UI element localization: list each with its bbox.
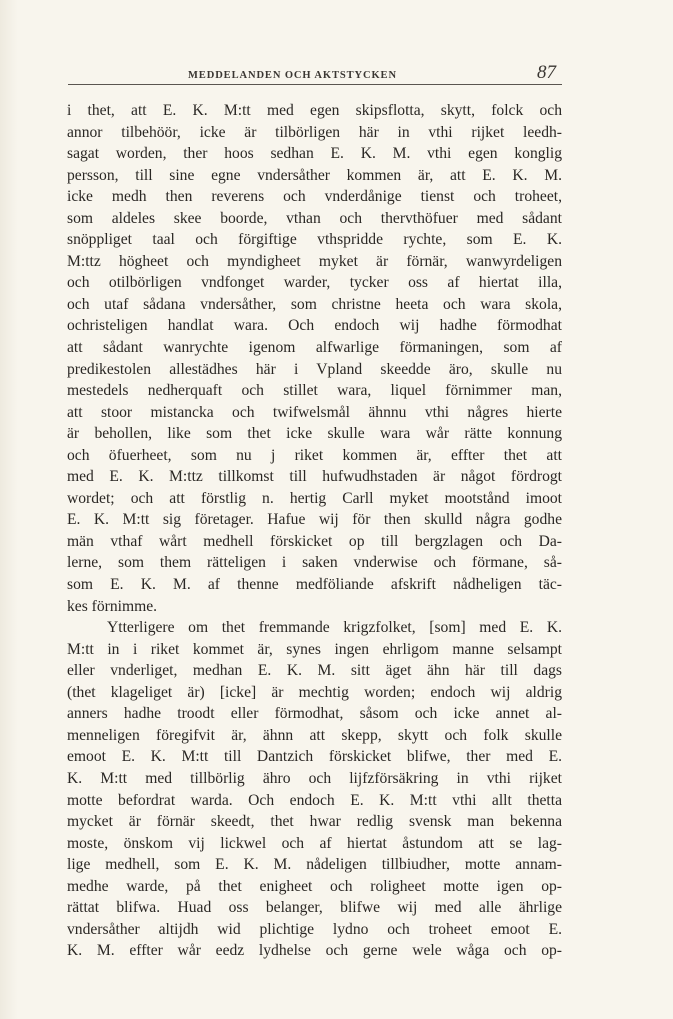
text-line: och öfuerheet, som nu j riket kommen är, effter thet att xyxy=(67,446,562,464)
text-line: eller vnderliget, medhan E. K. M. sitt äget ähn här till dags xyxy=(67,662,562,680)
text-line: medhe warde, på thet enigheet och roligheet motte igen op- xyxy=(67,877,562,895)
text-line: att sådant wanrychte igenom alfwarlige förmaningen, som af xyxy=(67,339,562,357)
text-line: anners hadhe troodt eller förmodhat, såsom och icke annet al- xyxy=(67,705,562,723)
text-line: persson, till sine egne vndersåther kommen är, att E. K. M. xyxy=(67,166,562,184)
text-line: rättat blifwa. Huad oss belanger, blifwe wij med alle ährlige xyxy=(67,899,562,917)
text-line: icke medh then reverens och vnderdånige tienst och troheet, xyxy=(67,188,562,206)
text-line: ochristeligen handlat wara. Och endoch wij hadhe förmodhat xyxy=(67,317,562,335)
text-line: som aldeles skee boorde, vthan och thervthöfuer med sådant xyxy=(67,209,562,227)
text-line: män vthaf wårt medhell förskicket op till bergzlagen och Da- xyxy=(67,532,562,550)
text-line: mycket är förnär skeedt, thet hwar redlig svensk man bekenna xyxy=(67,813,562,831)
text-line: med E. K. M:ttz tillkomst till hufwudhstaden är något fördrogt xyxy=(67,468,562,486)
text-line: moste, önskom vij lickwel och af hiertat åstundom att se lag- xyxy=(67,834,562,852)
text-line: lerne, som them rätteligen i saken vnderwise och förmane, så- xyxy=(67,554,562,572)
body-text xyxy=(67,100,562,962)
running-header xyxy=(68,62,562,88)
text-line: M:ttz högheet och myndigheet myket är förnär, wanwyrdeligen xyxy=(67,252,562,270)
text-line: M:tt in i riket kommet är, synes ingen ehrligom manne selsampt xyxy=(67,640,562,658)
text-line: Ytterligere om thet fremmande krigzfolket, [som] med E. K. xyxy=(107,619,562,637)
text-line: och utaf sådana vndersåther, som christne heeta och wara skola, xyxy=(67,295,562,313)
header-title: MEDDELANDEN OCH AKTSTYCKEN xyxy=(188,70,397,81)
text-line: som E. K. M. af thenne medföliande afskrift nådheligen täc- xyxy=(67,576,562,594)
text-line: E. K. M:tt sig företager. Hafue wij för then skulld några godhe xyxy=(67,511,562,529)
text-line: sagat worden, ther hoos sedhan E. K. M. vthi egen konglig xyxy=(67,145,562,163)
text-line: K. M. effter wår eedz lydhelse och gerne wele wåga och op- xyxy=(67,942,562,960)
page-number: 87 xyxy=(537,62,556,83)
text-line: mestedels nedherquaft och stillet wara, liquel förnimmer man, xyxy=(67,382,562,400)
text-line: lige medhell, som E. K. M. nådeligen tillbiudher, motte annam- xyxy=(67,856,562,874)
text-line: motte befordrat warda. Och endoch E. K. M:tt vthi allt thetta xyxy=(67,791,562,809)
text-line: K. M:tt med tillbörlig ähro och lijfzförsäkring in vthi rijket xyxy=(67,769,562,787)
paragraph xyxy=(67,100,562,617)
text-line: snöppliget taal och förgiftige vthspridde rychte, som E. K. xyxy=(67,231,562,249)
text-line: vndersåther altijdh wid plichtige lydno och troheet emoot E. xyxy=(67,920,562,938)
text-line: menneligen föregifvit är, ähnn att skepp, skytt och folk skulle xyxy=(67,726,562,744)
paragraph xyxy=(67,617,562,962)
text-line: wordet; och att förstlig n. hertig Carll myket mootstånd imoot xyxy=(67,489,562,507)
text-line: emoot E. K. M:tt till Dantzich förskicket blifwe, ther med E. xyxy=(67,748,562,766)
text-line: och otilbörligen vndfonget warder, tycker oss af hiertat illa, xyxy=(67,274,562,292)
text-line: är behollen, like som thet icke skulle wara wår rätte konnung xyxy=(67,425,562,443)
header-rule xyxy=(68,84,562,85)
text-line: att stoor mistancka och twifwelsmål ähnnu vthi någres hierte xyxy=(67,403,562,421)
text-line: i thet, att E. K. M:tt med egen skipsflotta, skytt, folck och xyxy=(67,102,562,119)
text-line: predikestolen allestädhes här i Vpland skeedde äro, skulle nu xyxy=(67,360,562,378)
text-line: kes förnimme. xyxy=(67,597,158,615)
text-line: (thet klageliget är) [icke] är mechtig worden; endoch wij aldrig xyxy=(67,683,562,701)
text-line: annor tilbehöör, icke är tilbörligen här in vthi rijket leedh- xyxy=(67,123,562,141)
